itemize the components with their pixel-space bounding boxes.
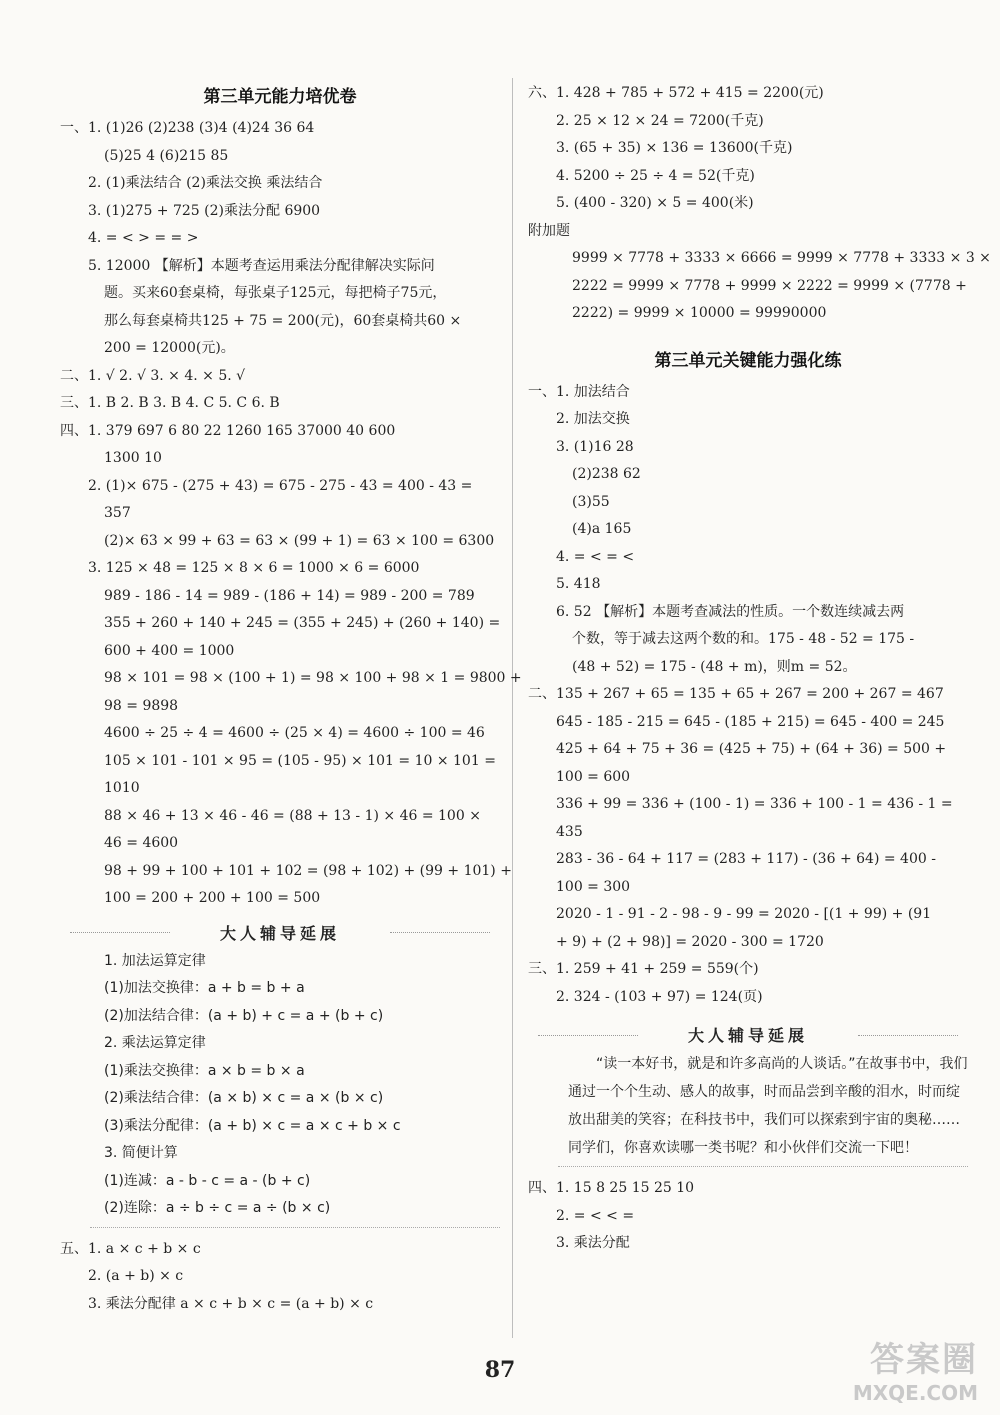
answer-line: 600 + 400 = 1000 bbox=[104, 642, 235, 659]
answer-line: 4600 ÷ 25 ÷ 4 = 4600 ÷ (25 × 4) = 4600 ÷ 100 = 46 bbox=[104, 725, 485, 741]
answer-line: 五、1. a × c + b × c bbox=[60, 1240, 201, 1257]
guidance-line: 3. 简便计算 bbox=[104, 1145, 178, 1161]
answer-line: 附加题 bbox=[528, 222, 570, 239]
answer-line: (4)a 165 bbox=[572, 521, 632, 537]
answer-line: 2. = < < = bbox=[556, 1207, 635, 1224]
answer-line: 2222 = 9999 × 7778 + 9999 × 2222 = 9999 × (7778 + bbox=[572, 277, 967, 294]
right-top-list bbox=[528, 80, 991, 328]
answer-line: 100 = 200 + 200 + 100 = 500 bbox=[104, 890, 321, 906]
answer-line: 3. (1)275 + 725 (2)乘法分配 6900 bbox=[88, 202, 321, 219]
guidance-line: 1. 加法运算定律 bbox=[104, 952, 206, 969]
answer-line: 四、1. 379 697 6 80 22 1260 165 37000 40 600 bbox=[60, 422, 396, 439]
answer-line: 98 + 99 + 100 + 101 + 102 = (98 + 102) + (99 + 101) + bbox=[104, 862, 512, 879]
answer-line: 2222) = 9999 × 10000 = 99990000 bbox=[572, 305, 827, 321]
answer-line: 9999 × 7778 + 3333 × 6666 = 9999 × 7778 + 3333 × 3 × bbox=[572, 250, 991, 266]
answer-line: 6. 52 【解析】本题考查减法的性质。一个数连续减去两 bbox=[556, 603, 905, 620]
answer-line: 2. (1)× 675 - (275 + 43) = 675 - 275 - 43 = 400 - 43 = bbox=[88, 477, 473, 494]
answer-line: 100 = 600 bbox=[556, 768, 631, 785]
answer-line: 355 + 260 + 140 + 245 = (355 + 245) + (260 + 140) = bbox=[104, 615, 501, 631]
watermark-url: MXQE.COM bbox=[852, 1381, 978, 1405]
answer-line: 三、1. 259 + 41 + 259 = 559(个) bbox=[528, 961, 759, 977]
answer-line: 5. (400 - 320) × 5 = 400(米) bbox=[556, 195, 754, 211]
guidance-line: (2)加法结合律：(a + b) + c = a + (b + c) bbox=[104, 1007, 384, 1024]
guidance-line: (2)乘法结合律：(a × b) × c = a × (b × c) bbox=[104, 1090, 384, 1106]
left-column bbox=[60, 70, 522, 1318]
answer-line: 3. 乘法分配律 a × c + b × c = (a + b) × c bbox=[88, 1295, 374, 1312]
answer-line: (5)25 4 (6)215 85 bbox=[104, 147, 229, 164]
page-number: 87 bbox=[484, 1357, 516, 1383]
answer-line: (3)55 bbox=[572, 493, 610, 510]
answer-line: 4. = < > = = > bbox=[88, 230, 199, 246]
left-tail-list bbox=[60, 1236, 500, 1319]
answer-line: 3. (1)16 28 bbox=[556, 438, 634, 455]
answer-line: 645 - 185 - 215 = 645 - (185 + 215) = 645 - 400 = 245 bbox=[556, 713, 945, 730]
guidance-line: 2. 乘法运算定律 bbox=[104, 1035, 206, 1051]
right-tail-list bbox=[528, 1175, 968, 1258]
answer-line: 98 × 101 = 98 × (100 + 1) = 98 × 100 + 98 × 1 = 9800 + bbox=[104, 670, 522, 686]
answer-line: 200 = 12000(元)。 bbox=[104, 340, 235, 356]
answer-line: 2. 25 × 12 × 24 = 7200(千克) bbox=[556, 112, 764, 129]
answer-line: 5. 12000 【解析】本题考查运用乘法分配律解决实际问 bbox=[88, 257, 435, 274]
answer-line: 283 - 36 - 64 + 117 = (283 + 117) - (36 + 64) = 400 - bbox=[556, 851, 936, 867]
answer-line: 2. 加法交换 bbox=[556, 411, 630, 427]
answer-line: 2. (1)乘法结合 (2)乘法交换 乘法结合 bbox=[88, 175, 323, 191]
answer-line: + 9) + (2 + 98)] = 2020 - 300 = 1720 bbox=[556, 933, 824, 950]
answer-line: 个数，等于减去这两个数的和。175 - 48 - 52 = 175 - bbox=[572, 631, 915, 647]
answer-line: 98 = 9898 bbox=[104, 697, 179, 714]
answer-line: (48 + 52) = 175 - (48 + m)，则m = 52。 bbox=[572, 658, 857, 675]
guidance-title-right: 大人辅导延展 bbox=[528, 1023, 968, 1046]
answer-line: 2. (a + b) × c bbox=[88, 1268, 184, 1284]
answer-line: 三、1. B 2. B 3. B 4. C 5. C 6. B bbox=[60, 395, 280, 411]
watermark bbox=[853, 1332, 978, 1405]
answer-line: 二、1. √ 2. √ 3. × 4. × 5. √ bbox=[60, 367, 246, 384]
section-title-left: 第三单元能力培优卷 bbox=[203, 87, 357, 107]
answer-line: 四、1. 15 8 25 15 25 10 bbox=[528, 1180, 695, 1196]
watermark-logo: 答案圈 bbox=[870, 1340, 978, 1380]
guidance-box-left bbox=[60, 948, 500, 1223]
section-title-right: 第三单元关键能力强化练 bbox=[654, 350, 842, 371]
answer-line: 336 + 99 = 336 + (100 - 1) = 336 + 100 - 1 = 436 - 1 = bbox=[556, 796, 953, 812]
answer-line: 1010 bbox=[104, 780, 140, 796]
answer-line: 357 bbox=[104, 505, 131, 521]
answer-line: 一、1. (1)26 (2)238 (3)4 (4)24 36 64 bbox=[60, 120, 315, 136]
answer-line: 一、1. 加法结合 bbox=[528, 383, 630, 400]
guidance-box-bottom-right bbox=[558, 1166, 968, 1167]
column-divider bbox=[512, 78, 513, 1338]
answer-line: (2)× 63 × 99 + 63 = 63 × (99 + 1) = 63 × 100 = 6300 bbox=[104, 532, 495, 549]
answer-line: 二、135 + 267 + 65 = 135 + 65 + 267 = 200 + 267 = 467 bbox=[528, 686, 944, 702]
answer-line: 2. 324 - (103 + 97) = 124(页) bbox=[556, 988, 763, 1005]
answer-line: 46 = 4600 bbox=[104, 835, 179, 851]
guidance-line: (1)乘法交换律：a × b = b × a bbox=[104, 1062, 305, 1079]
answer-line: 3. 乘法分配 bbox=[556, 1235, 630, 1251]
answer-line: 435 bbox=[556, 823, 583, 840]
answer-line: 5. 418 bbox=[556, 576, 601, 592]
answer-line: 那么每套桌椅共125 + 75 = 200(元)，60套桌椅共60 × bbox=[104, 312, 462, 329]
guidance-title-left: 大人辅导延展 bbox=[60, 921, 500, 944]
guidance-line: (2)连除：a ÷ b ÷ c = a ÷ (b × c) bbox=[104, 1200, 331, 1216]
answer-line: 题。买来60套桌椅，每张桌子125元，每把椅子75元， bbox=[104, 285, 447, 301]
answer-line: 1300 10 bbox=[104, 450, 162, 466]
answer-line: 4. = < = < bbox=[556, 548, 635, 565]
left-answer-list bbox=[60, 115, 522, 913]
answer-line: 425 + 64 + 75 + 36 = (425 + 75) + (64 + 36) = 500 + bbox=[556, 741, 947, 757]
answer-line: 2020 - 1 - 91 - 2 - 98 - 9 - 99 = 2020 - [(1 + 99) + (91 bbox=[556, 906, 932, 922]
answer-line: (2)238 62 bbox=[572, 466, 641, 482]
answer-line: 88 × 46 + 13 × 46 - 46 = (88 + 13 - 1) × 46 = 100 × bbox=[104, 807, 481, 824]
answer-line: 100 = 300 bbox=[556, 878, 631, 895]
answer-line: 4. 5200 ÷ 25 ÷ 4 = 52(千克) bbox=[556, 167, 755, 184]
answer-line: 3. (65 + 35) × 136 = 13600(千克) bbox=[556, 140, 793, 156]
answer-line: 3. 125 × 48 = 125 × 8 × 6 = 1000 × 6 = 6000 bbox=[88, 560, 420, 576]
right-column bbox=[528, 80, 991, 1258]
guidance-line: (1)加法交换律：a + b = b + a bbox=[104, 980, 305, 996]
right-answer-list bbox=[528, 379, 968, 1012]
guidance-line: (1)连减：a - b - c = a - (b + c) bbox=[104, 1172, 311, 1189]
answer-line: 六、1. 428 + 785 + 572 + 415 = 2200(元) bbox=[528, 85, 824, 101]
answer-line: 105 × 101 - 101 × 95 = (105 - 95) × 101 = 10 × 101 = bbox=[104, 752, 496, 769]
guidance-box-bottom-left bbox=[90, 1227, 500, 1228]
reading-passage: “读一本好书，就是和许多高尚的人谈话。”在故事书中，我们通过一个个生动、感人的故事，时而品尝到辛酸的泪水，时而绽放出甜美的笑容；在科技书中，我们可以探索到宇宙的奥秘……同学们，你喜欢读哪一类书呢？和小伙伴们交流一下吧！ bbox=[568, 1056, 968, 1156]
guidance-line: (3)乘法分配律：(a + b) × c = a × c + b × c bbox=[104, 1117, 401, 1134]
answer-line: 989 - 186 - 14 = 989 - (186 + 14) = 989 - 200 = 789 bbox=[104, 587, 475, 604]
